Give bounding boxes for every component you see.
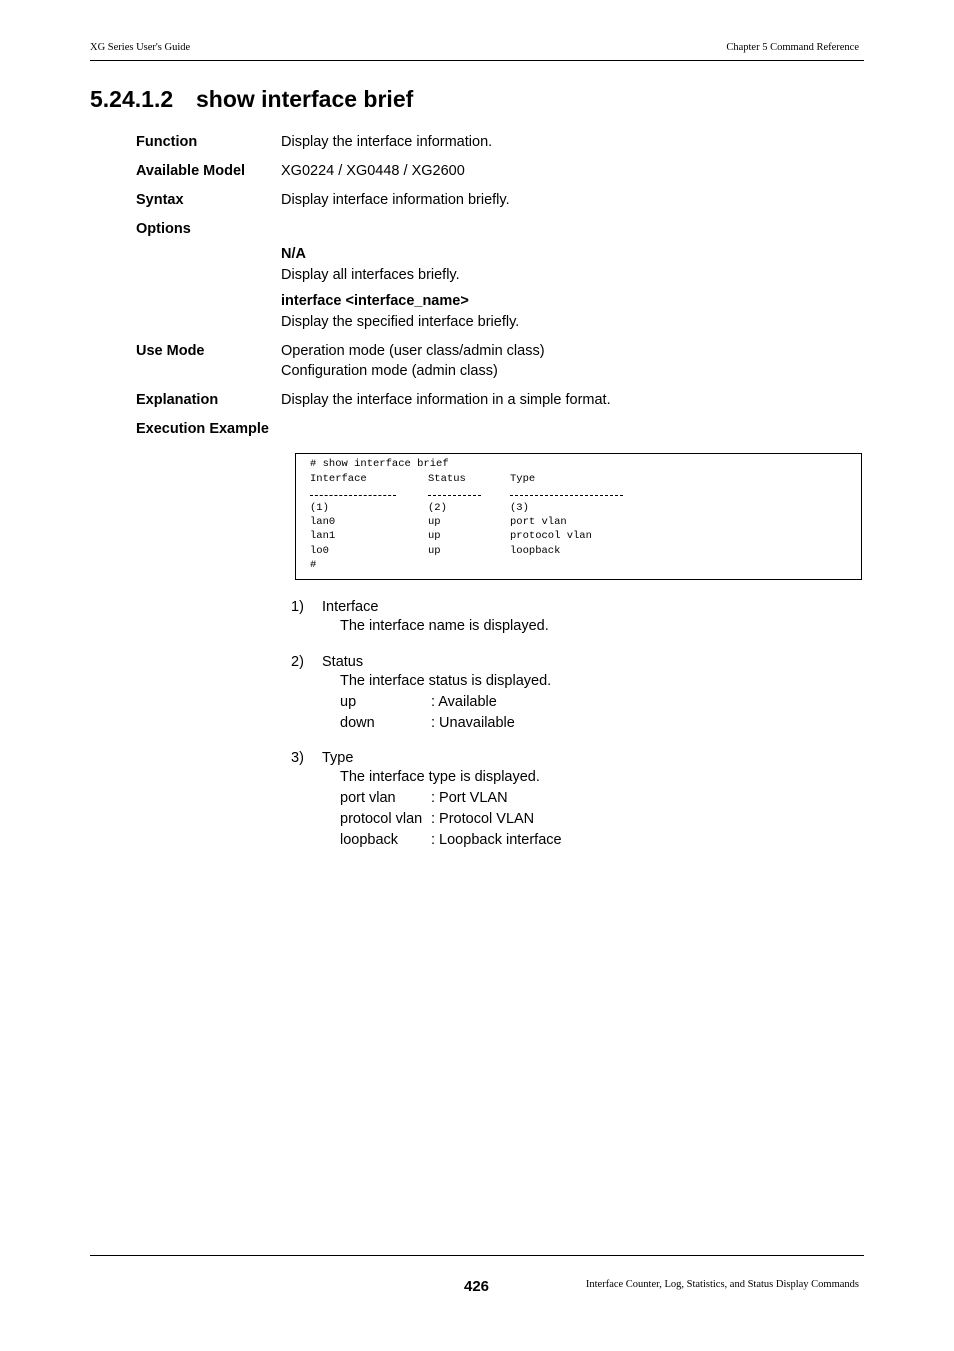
note-desc: The interface type is displayed. [340, 769, 540, 785]
function-value: Display the interface information. [281, 134, 493, 150]
model-value: XG0224 / XG0448 / XG2600 [281, 163, 465, 179]
note-definition: : Available [431, 694, 497, 710]
section-title: show interface brief [196, 86, 414, 112]
header-rule [90, 60, 864, 61]
section-heading [90, 86, 413, 113]
note-term: loopback [340, 832, 399, 848]
footer-rule [90, 1255, 864, 1256]
syntax-value: Display interface information briefly. [281, 192, 510, 208]
code-example-box [295, 453, 862, 580]
code-header-interface: Interface [310, 473, 367, 485]
footer-section-title: Interface Counter, Log, Statistics, and Status Display Commands [585, 1279, 859, 1290]
code-header-status: Status [428, 473, 466, 485]
function-label: Function [136, 134, 198, 150]
use-mode-label: Use Mode [136, 343, 205, 359]
code-separator [510, 495, 623, 496]
header-chapter: Chapter 5 Command Reference [726, 42, 859, 53]
note-term: protocol vlan [340, 811, 423, 827]
code-ref: (2) [428, 502, 447, 514]
option-desc: Display the specified interface briefly. [281, 314, 520, 330]
section-number: 5.24.1.2 [90, 86, 174, 112]
note-term: up [340, 694, 357, 710]
code-separator [428, 495, 481, 496]
note-term: down [340, 715, 375, 731]
note-definition: : Unavailable [431, 715, 515, 731]
code-header-type: Type [510, 473, 536, 485]
code-cell: up [428, 516, 441, 528]
note-definition: : Protocol VLAN [431, 811, 535, 827]
syntax-label: Syntax [136, 192, 184, 208]
code-cell: up [428, 545, 441, 557]
note-title: Interface [322, 599, 379, 615]
explanation-value: Display the interface information in a simple format. [281, 392, 611, 408]
code-cell: up [428, 530, 441, 542]
note-title: Status [322, 654, 364, 670]
execution-example-label: Execution Example [136, 421, 269, 437]
code-separator [310, 495, 396, 496]
option-name: interface <interface_name> [281, 293, 469, 309]
note-title: Type [322, 750, 354, 766]
note-number: 3) [291, 750, 304, 766]
code-cell: protocol vlan [510, 530, 592, 542]
code-cell: lo0 [310, 545, 329, 557]
option-desc: Display all interfaces briefly. [281, 267, 460, 283]
options-label: Options [136, 221, 191, 237]
note-desc: The interface status is displayed. [340, 673, 552, 689]
note-definition: : Loopback interface [431, 832, 562, 848]
header-doc-title: XG Series User's Guide [90, 42, 191, 53]
model-label: Available Model [136, 163, 246, 179]
option-name: N/A [281, 246, 306, 262]
code-cell: lan0 [310, 516, 336, 528]
explanation-label: Explanation [136, 392, 219, 408]
code-prompt: # [310, 559, 317, 571]
use-mode-line: Operation mode (user class/admin class) [281, 343, 545, 359]
page-number: 426 [464, 1278, 490, 1295]
note-term: port vlan [340, 790, 396, 806]
code-cell: loopback [510, 545, 561, 557]
code-command: # show interface brief [310, 458, 449, 470]
note-definition: : Port VLAN [431, 790, 508, 806]
code-cell: lan1 [310, 530, 336, 542]
note-desc: The interface name is displayed. [340, 618, 549, 634]
code-ref: (3) [510, 502, 529, 514]
note-number: 1) [291, 599, 304, 615]
code-ref: (1) [310, 502, 329, 514]
use-mode-line: Configuration mode (admin class) [281, 363, 498, 379]
note-number: 2) [291, 654, 304, 670]
code-cell: port vlan [510, 516, 567, 528]
